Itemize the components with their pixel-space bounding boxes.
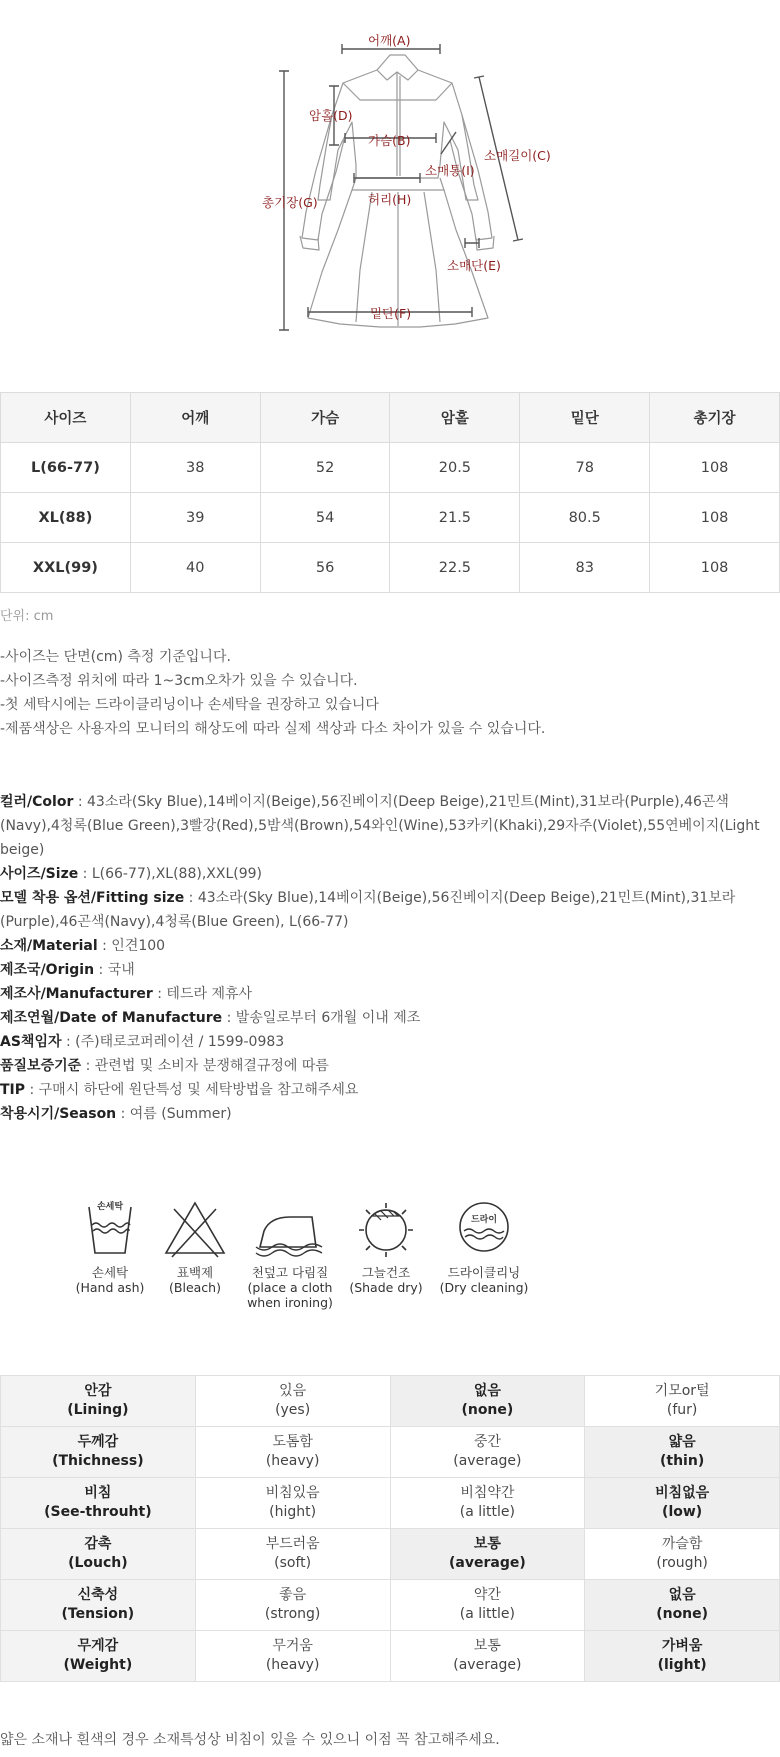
table-cell: 52 (260, 443, 390, 493)
cell-text: 무게감 (77, 1638, 119, 1654)
spec-value: : 여름 (Summer) (116, 1106, 232, 1122)
spec-label: TIP (0, 1082, 26, 1098)
care-dry-cleaning (424, 1195, 544, 1295)
spec-label: 사이즈/Size (0, 866, 79, 882)
label-armhole: 암홀(D) (309, 108, 353, 123)
label-hem: 밑단(F) (370, 306, 412, 321)
table-row (1, 1529, 780, 1580)
spec-label: 컬러/Color (0, 794, 74, 810)
spec-size (0, 862, 780, 886)
note-line: -사이즈는 단면(cm) 측정 기준입니다. (0, 649, 231, 665)
fabric-option (390, 1376, 585, 1427)
care-label: (Shade dry) (349, 1280, 423, 1295)
cell-text: 신축성 (77, 1587, 119, 1603)
table-cell: 108 (650, 443, 780, 493)
cell-text: 부드러움 (265, 1536, 320, 1552)
product-specs (0, 790, 780, 1126)
cell-text: (See-throuht) (44, 1504, 152, 1520)
label-sleeve-hem: 소매단(E) (447, 258, 501, 273)
table-row (1, 543, 780, 593)
cell-text: 보통 (473, 1638, 501, 1654)
cell-text: 보통 (473, 1536, 501, 1552)
spec-label: 제조사/Manufacturer (0, 986, 153, 1002)
note-line: -제품색상은 사용자의 모니터의 해상도에 따라 실제 색상과 다소 차이가 있을 수 있습니다. (0, 721, 546, 737)
spec-manufacturer (0, 982, 780, 1006)
table-cell: XL(88) (1, 493, 131, 543)
spec-value: : 테드라 제휴사 (152, 986, 253, 1002)
table-cell: 20.5 (390, 443, 520, 493)
fabric-property (1, 1478, 196, 1529)
table-row (1, 1427, 780, 1478)
cell-text: (light) (657, 1657, 707, 1673)
footer-note: 얇은 소재나 흰색의 경우 소재특성상 비침이 있을 수 있으니 이점 꼭 참고해주세요. (0, 1732, 500, 1748)
care-label: 천덮고 다림질 (251, 1265, 329, 1280)
cell-text: (Weight) (63, 1657, 133, 1673)
fabric-option (390, 1478, 585, 1529)
fabric-table (0, 1375, 780, 1682)
cell-text: (average) (449, 1555, 526, 1571)
header-total-length: 총기장 (650, 393, 780, 443)
fabric-property (1, 1529, 196, 1580)
table-cell: 83 (520, 543, 650, 593)
note-line: -사이즈측정 위치에 따라 1~3cm오차가 있을 수 있습니다. (0, 673, 358, 689)
fabric-property (1, 1631, 196, 1682)
cell-text: 중간 (473, 1434, 501, 1450)
label-shoulder: 어깨(A) (368, 33, 411, 48)
cell-text: (strong) (264, 1606, 321, 1622)
table-cell: 108 (650, 543, 780, 593)
cell-text: (Lining) (67, 1402, 129, 1418)
fabric-option (195, 1580, 390, 1631)
care-label: 그늘건조 (361, 1265, 411, 1280)
cell-text: (rough) (656, 1555, 708, 1571)
spec-label: 제조연월/Date of Manufacture (0, 1010, 223, 1026)
table-row (1, 493, 780, 543)
cell-text: (none) (461, 1402, 514, 1418)
care-label: 표백제 (176, 1265, 214, 1280)
table-cell: L(66-77) (1, 443, 131, 493)
cell-text: 있음 (279, 1383, 307, 1399)
table-cell: 80.5 (520, 493, 650, 543)
spec-value: : (주)태로코퍼레이션 / 1599-0983 (61, 1034, 285, 1050)
spec-origin (0, 958, 780, 982)
size-diagram (0, 0, 780, 345)
size-notes (0, 645, 780, 741)
care-label: (Dry cleaning) (439, 1280, 529, 1295)
fabric-property (1, 1580, 196, 1631)
fabric-option (195, 1427, 390, 1478)
cell-text: 기모or털 (654, 1383, 710, 1399)
fabric-option (390, 1580, 585, 1631)
table-cell: 56 (260, 543, 390, 593)
dry-cleaning-icon (449, 1195, 519, 1265)
spec-label: 모델 착용 옵션/Fitting size (0, 890, 185, 906)
cell-text: (a little) (459, 1504, 515, 1520)
spec-material (0, 934, 780, 958)
spec-value: : 국내 (94, 962, 135, 978)
no-bleach-icon (160, 1195, 230, 1265)
spec-value: : 발송일로부터 6개월 이내 제조 (222, 1010, 421, 1026)
fabric-property (1, 1427, 196, 1478)
cell-text: 안감 (84, 1383, 112, 1399)
cell-text: (average) (453, 1453, 522, 1469)
cell-text: (hight) (269, 1504, 317, 1520)
spec-fitting-size (0, 886, 780, 934)
fabric-option (195, 1529, 390, 1580)
table-cell: XXL(99) (1, 543, 131, 593)
table-cell: 21.5 (390, 493, 520, 543)
spec-value: : 구매시 하단에 원단특성 및 세탁방법을 참고해주세요 (25, 1082, 359, 1098)
table-cell: 54 (260, 493, 390, 543)
fabric-option (585, 1478, 780, 1529)
table-cell: 39 (130, 493, 260, 543)
cell-text: (average) (453, 1657, 522, 1673)
spec-color (0, 790, 780, 862)
fabric-option (585, 1631, 780, 1682)
cell-text: 감촉 (84, 1536, 112, 1552)
care-instructions (0, 1195, 780, 1330)
table-row (1, 1580, 780, 1631)
spec-season (0, 1102, 780, 1126)
fabric-option (195, 1376, 390, 1427)
size-table-header (1, 393, 780, 443)
table-cell: 38 (130, 443, 260, 493)
spec-value: : 관련법 및 소비자 분쟁해결규정에 따름 (81, 1058, 329, 1074)
cell-text: (soft) (274, 1555, 312, 1571)
spec-as (0, 1030, 780, 1054)
table-cell: 78 (520, 443, 650, 493)
table-row (1, 443, 780, 493)
measure-labels (262, 33, 551, 321)
cell-text: (none) (656, 1606, 709, 1622)
cell-text: 얇음 (668, 1434, 696, 1450)
table-row (1, 1376, 780, 1427)
cell-text: (heavy) (265, 1453, 320, 1469)
header-size: 사이즈 (1, 393, 131, 443)
label-total-length: 총기장(G) (262, 195, 318, 210)
care-label: (Bleach) (169, 1280, 221, 1295)
fabric-option (390, 1529, 585, 1580)
cell-text: 없음 (668, 1587, 696, 1603)
cell-text: (a little) (459, 1606, 515, 1622)
spec-label: 소재/Material (0, 938, 98, 954)
spec-value: : 43소라(Sky Blue),14베이지(Beige),56진베이지(Deep Beige),21민트(Mint),31보라(Purple),46곤색(Navy),4청록(Blue Green), L(66-77) (0, 890, 736, 930)
cell-text: 비침있음 (265, 1485, 320, 1501)
spec-tip (0, 1078, 780, 1102)
cell-text: 없음 (473, 1383, 501, 1399)
label-sleeve-width: 소매통(I) (425, 163, 475, 178)
care-label: (Hand ash) (75, 1280, 145, 1295)
fabric-property (1, 1376, 196, 1427)
note-line: -첫 세탁시에는 드라이클리닝이나 손세탁을 권장하고 있습니다 (0, 697, 379, 713)
cell-text: 까슬함 (661, 1536, 703, 1552)
cell-text: 두께감 (77, 1434, 119, 1450)
fabric-option (585, 1376, 780, 1427)
care-badge: 손세탁 (96, 1202, 124, 1212)
cell-text: (yes) (275, 1402, 311, 1418)
label-sleeve-length: 소매길이(C) (484, 148, 551, 163)
care-label: (place a cloth (247, 1280, 333, 1295)
spec-label: AS책임자 (0, 1034, 62, 1050)
table-cell: 108 (650, 493, 780, 543)
fabric-option (390, 1427, 585, 1478)
care-label: 손세탁 (91, 1265, 129, 1280)
fabric-option (585, 1427, 780, 1478)
cell-text: 좋음 (279, 1587, 307, 1603)
spec-label: 제조국/Origin (0, 962, 95, 978)
label-chest: 가슴(B) (368, 133, 411, 148)
cell-text: 비침약간 (460, 1485, 515, 1501)
header-hem: 밑단 (520, 393, 650, 443)
fabric-option (195, 1478, 390, 1529)
fabric-option (390, 1631, 585, 1682)
measure-lines (279, 44, 523, 330)
table-cell: 22.5 (390, 543, 520, 593)
cell-text: 가벼움 (661, 1638, 703, 1654)
unit-note: 단위: cm (0, 609, 54, 624)
cell-text: (Tension) (61, 1606, 135, 1622)
shade-dry-icon (351, 1195, 421, 1265)
cell-text: 무거움 (272, 1638, 313, 1654)
cell-text: (thin) (660, 1453, 705, 1469)
cell-text: 비침 (84, 1485, 112, 1501)
table-cell: 40 (130, 543, 260, 593)
care-badge: 드라이 (470, 1215, 498, 1225)
spec-value: : L(66-77),XL(88),XXL(99) (78, 866, 262, 882)
header-chest: 가슴 (260, 393, 390, 443)
spec-value: : 인견100 (97, 938, 166, 954)
fabric-option (195, 1631, 390, 1682)
spec-quality (0, 1054, 780, 1078)
cell-text: (heavy) (265, 1657, 320, 1673)
label-waist: 허리(H) (368, 192, 412, 207)
iron-with-cloth-icon (250, 1195, 330, 1265)
spec-label: 품질보증기준 (0, 1058, 82, 1074)
cell-text: 약간 (473, 1587, 501, 1603)
spec-value: : 43소라(Sky Blue),14베이지(Beige),56진베이지(Deep Beige),21민트(Mint),31보라(Purple),46곤색(Navy),4청록(Blue Green),3빨강(Red),5밤색(Brown),54와인(Wine),53카키(Khaki),29자주(Violet),55연베이지(Light beige) (0, 794, 760, 858)
fabric-option (585, 1580, 780, 1631)
care-label: 드라이클리닝 (447, 1265, 521, 1280)
header-shoulder: 어깨 (130, 393, 260, 443)
cell-text: (Louch) (68, 1555, 128, 1571)
cell-text: 도톰함 (272, 1434, 313, 1450)
spec-date (0, 1006, 780, 1030)
cell-text: 비침없음 (655, 1485, 710, 1501)
dress-sketch (300, 55, 494, 327)
care-label: when ironing) (247, 1295, 333, 1310)
cell-text: (fur) (666, 1402, 698, 1418)
cell-text: (low) (662, 1504, 703, 1520)
header-armhole: 암홀 (390, 393, 520, 443)
fabric-option (585, 1529, 780, 1580)
spec-label: 착용시기/Season (0, 1106, 117, 1122)
table-row (1, 1631, 780, 1682)
cell-text: (Thichness) (52, 1453, 144, 1469)
table-row (1, 1478, 780, 1529)
size-table (0, 392, 780, 593)
